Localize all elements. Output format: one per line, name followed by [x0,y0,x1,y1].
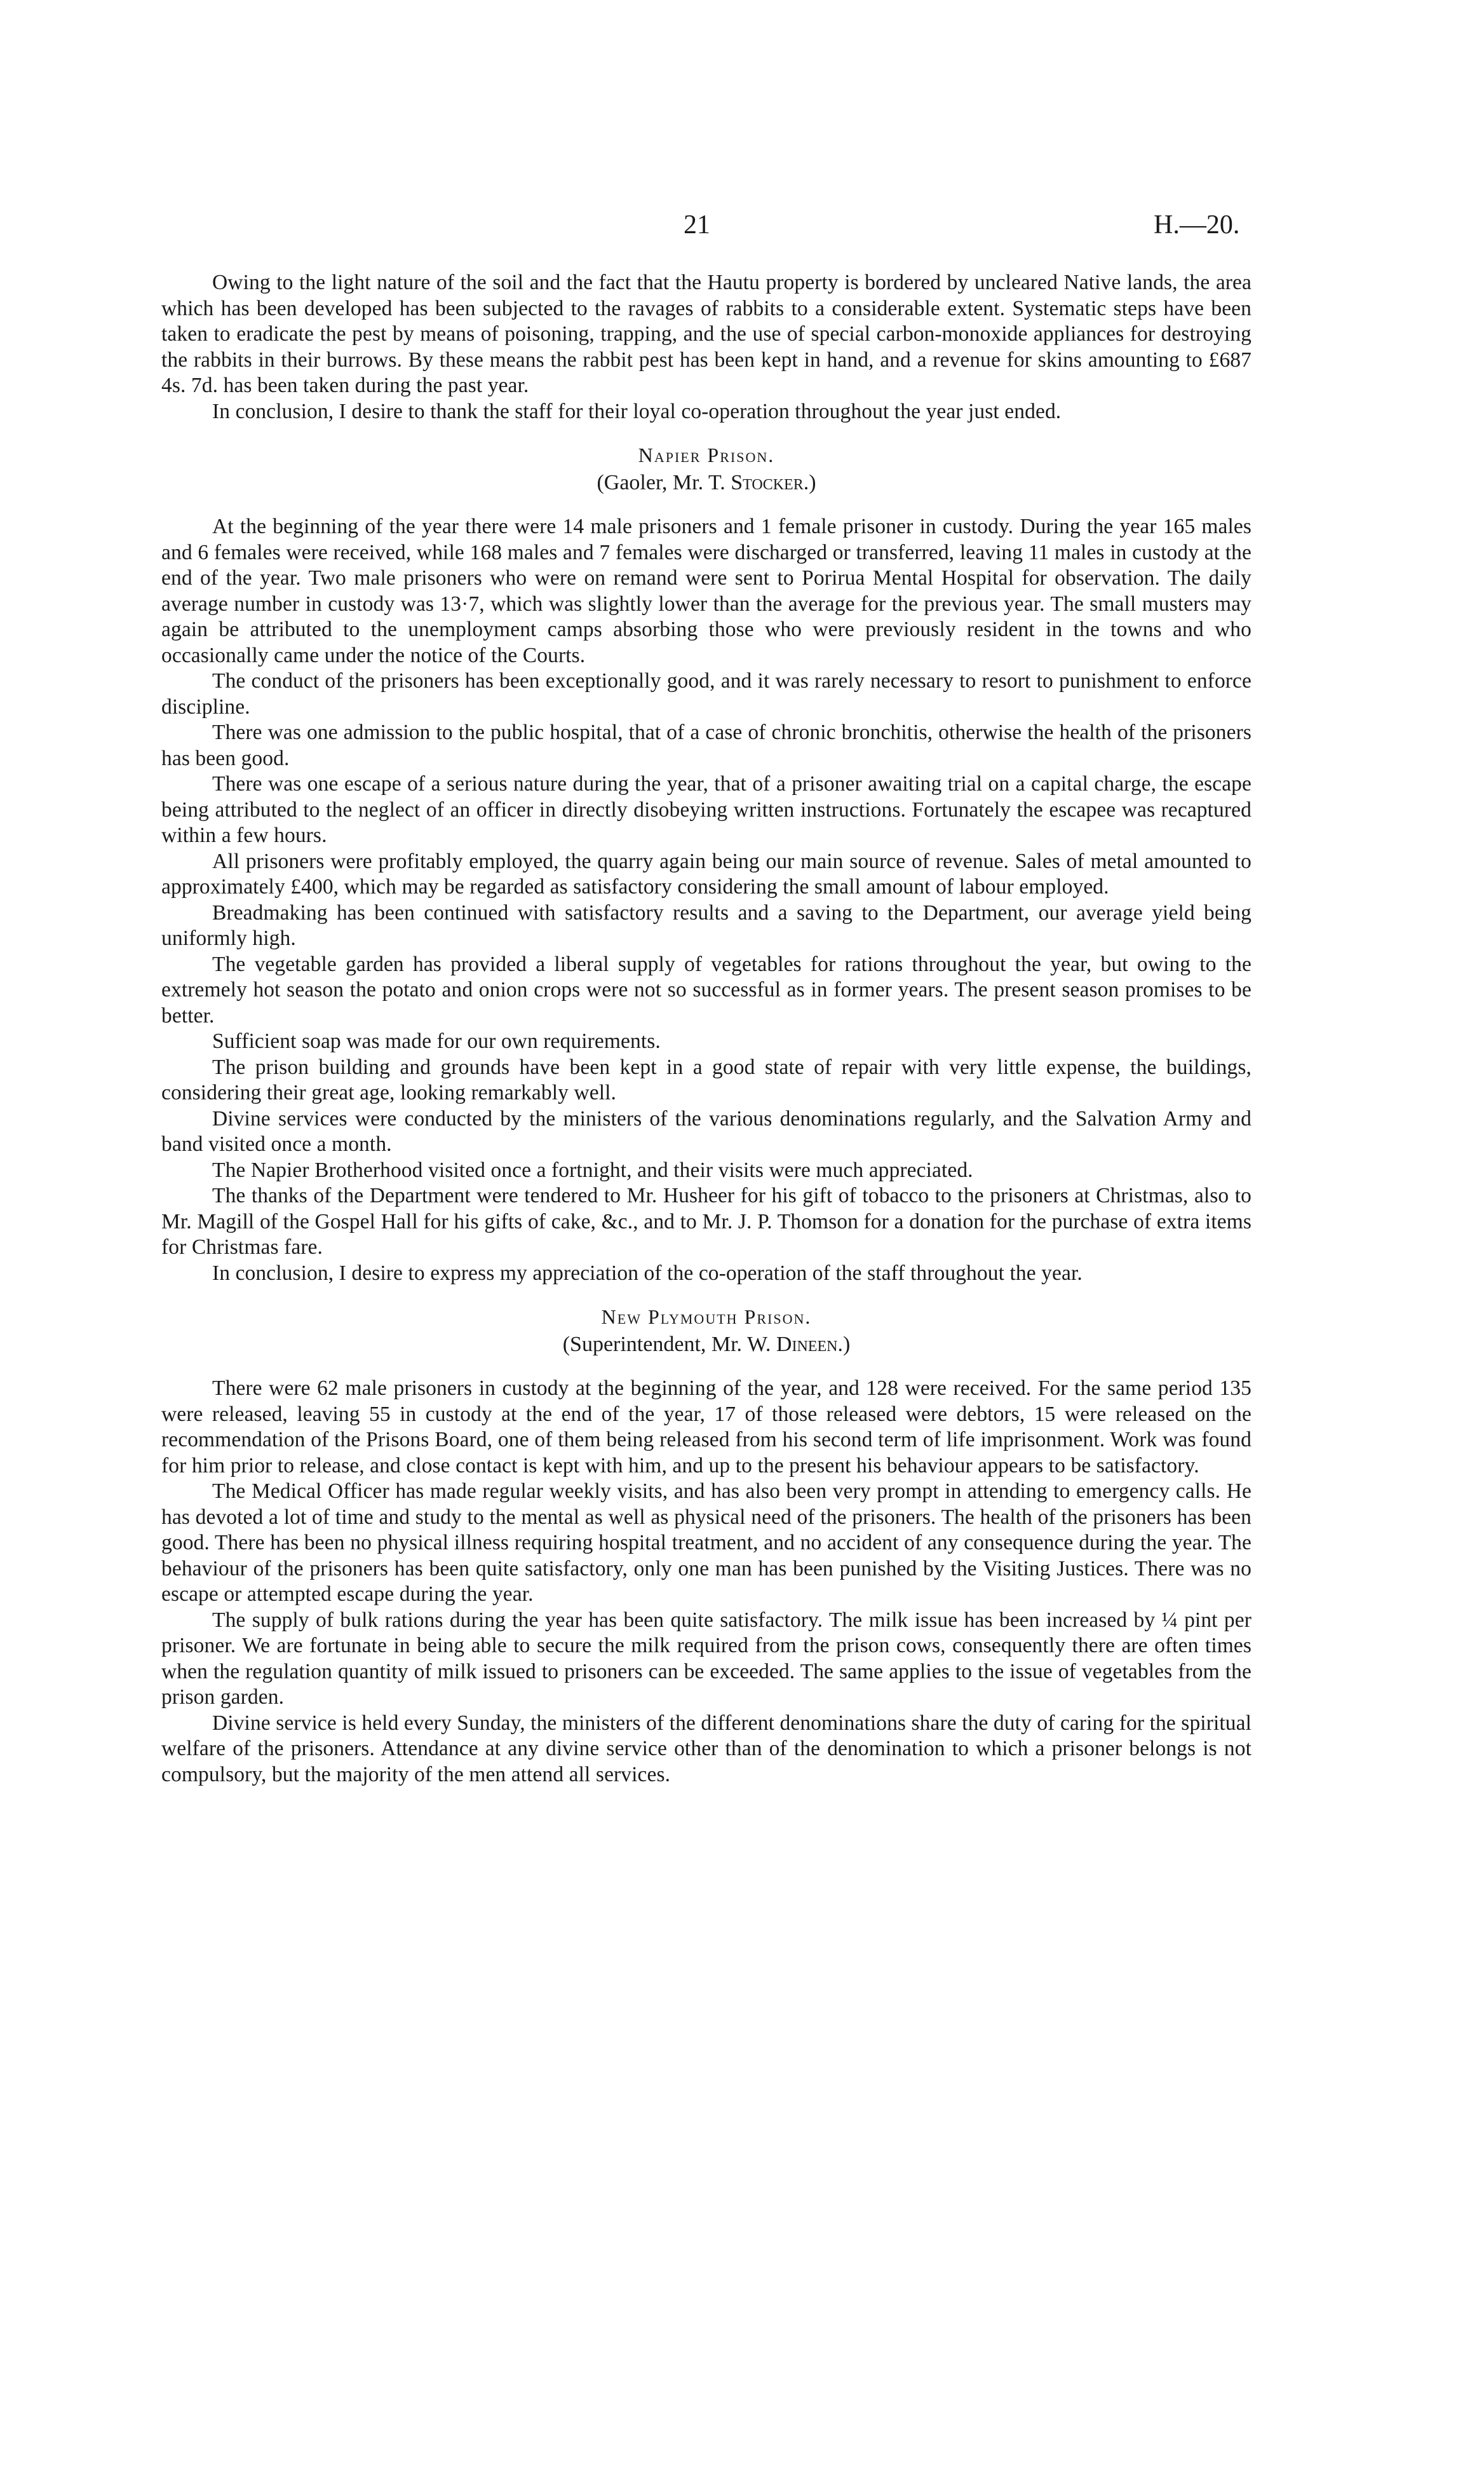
document-reference: H.—20. [1154,210,1240,240]
section-title: New Plymouth Prison. [601,1305,812,1328]
paragraph: There was one escape of a serious nature during the year, that of a prisoner awaiting trial on a capital charge, the escape being attributed to the neglect of an officer in directly disobeying written instructions. Fortunately the escapee was recaptured within a few hours. [161,772,1251,847]
paragraph: The thanks of the Department were tendered to Mr. Husheer for his gift of tobacco to the prisoners at Christmas, also to Mr. Magill of the Gospel Hall for his gifts of cake, &c., and to Mr. J. P. Thomson for a donation for the purchase of extra items for Christmas fare. [161,1184,1251,1259]
page-number: 21 [684,210,710,240]
paragraph: The supply of bulk rations during the year has been quite satisfactory. The milk issue has been increased by ¼ pint per prisoner. We are fortunate in being able to secure the milk required from the prison cows, consequently there are often times when the regulation quantity of milk issued to prisoners can be exceeded. The same applies to the issue of vegetables from the prison garden. [161,1608,1251,1709]
officer-name: Dineen [776,1333,838,1356]
paragraph: The conduct of the prisoners has been exceptionally good, and it was rarely necessary to resort to punishment to enforce discipline. [161,669,1251,719]
new-plymouth-prison-section [161,1305,1251,1788]
paragraph: The vegetable garden has provided a liberal supply of vegetables for rations throughout the year, but owing to the extremely hot season the potato and onion crops were not so successful as in former years. The present season promises to be better. [161,952,1251,1028]
paragraph: All prisoners were profitably employed, the quarry again being our main source of revenue. Sales of metal amounted to approximately £400, which may be regarded as satisfactory considering the small amount of labour employed. [161,849,1251,899]
paragraph: The Napier Brotherhood visited once a fortnight, and their visits were much appreciated. [212,1158,973,1182]
subtitle-prefix: (Superintendent, Mr. W. [562,1333,776,1356]
paragraph: Owing to the light nature of the soil and the fact that the Hautu property is bordered by uncleared Native lands, the area which has been developed has been subjected to the ravages of rabbits to a considerable extent. Systematic steps have been taken to eradicate the pest by means of poisoning, trapping, and the use of special carbon-monoxide appliances for destroying the rabbits in their burrows. By these means the rabbit pest has been kept in hand, and a revenue for skins amounting to £687 4s. 7d. has been taken during the past year. [161,271,1251,397]
section-subtitle [161,471,1251,495]
subtitle-prefix: (Gaoler, Mr. T. [597,471,731,494]
paragraph: The prison building and grounds have been kept in a good state of repair with very little expense, the buildings, considering their great age, looking remarkably well. [161,1055,1251,1104]
paragraph: Divine service is held every Sunday, the ministers of the different denominations share the duty of caring for the spiritual welfare of the prisoners. Attendance at any divine service other than of the denomination to which a prisoner belongs is not compulsory, but the majority of the men attend all services. [161,1711,1251,1786]
subtitle-suffix: .) [837,1333,851,1356]
officer-name: Stocker [731,471,804,494]
paragraph: Breadmaking has been continued with satisfactory results and a saving to the Department, our average yield being uniformly high. [161,900,1251,950]
paragraph: In conclusion, I desire to express my appreciation of the co-operation of the staff throughout the year. [212,1261,1083,1285]
paragraph: Divine services were conducted by the ministers of the various denominations regularly, and the Salvation Army and band visited once a month. [161,1106,1251,1156]
napier-prison-section [161,444,1251,1286]
subtitle-suffix: .) [803,471,816,494]
section-subtitle [161,1333,1251,1357]
paragraph: At the beginning of the year there were 14 male prisoners and 1 female prisoner in custody. During the year 165 males and 6 females were received, while 168 males and 7 females were discharged or transferred, leaving 11 males in custody at the end of the year. Two male prisoners who were on remand were sent to Porirua Mental Hospital for observation. The daily average number in custody was 13·7, which was slightly lower than the average for the previous year. The small musters may again be attributed to the unemployment camps absorbing those who were previously resident in the towns and who occasionally came under the notice of the Courts. [161,515,1251,667]
page-body [161,270,1251,1788]
hautu-section [161,270,1251,424]
page-header [0,210,1484,248]
paragraph: There were 62 male prisoners in custody at the beginning of the year, and 128 were received. For the same period 135 were released, leaving 55 in custody at the end of the year, 17 of those released were debtors, 15 were released on the recommendation of the Prisons Board, one of them being released from his second term of life imprisonment. Work was found for him prior to release, and close contact is kept with him, and up to the present his behaviour appears to be satisfactory. [161,1376,1251,1477]
paragraph: Sufficient soap was made for our own requirements. [212,1029,661,1053]
section-title: Napier Prison. [638,444,775,466]
paragraph: In conclusion, I desire to thank the staff for their loyal co-operation throughout the year just ended. [212,399,1062,423]
paragraph: The Medical Officer has made regular weekly visits, and has also been very prompt in attending to emergency calls. He has devoted a lot of time and study to the mental as well as physical need of the prisoners. The health of the prisoners has been good. There has been no physical illness requiring hospital treatment, and no accident of any consequence during the year. The behaviour of the prisoners has been quite satisfactory, only one man has been punished by the Visiting Justices. There was no escape or attempted escape during the year. [161,1479,1251,1606]
paragraph: There was one admission to the public hospital, that of a case of chronic bronchitis, otherwise the health of the prisoners has been good. [161,721,1251,770]
